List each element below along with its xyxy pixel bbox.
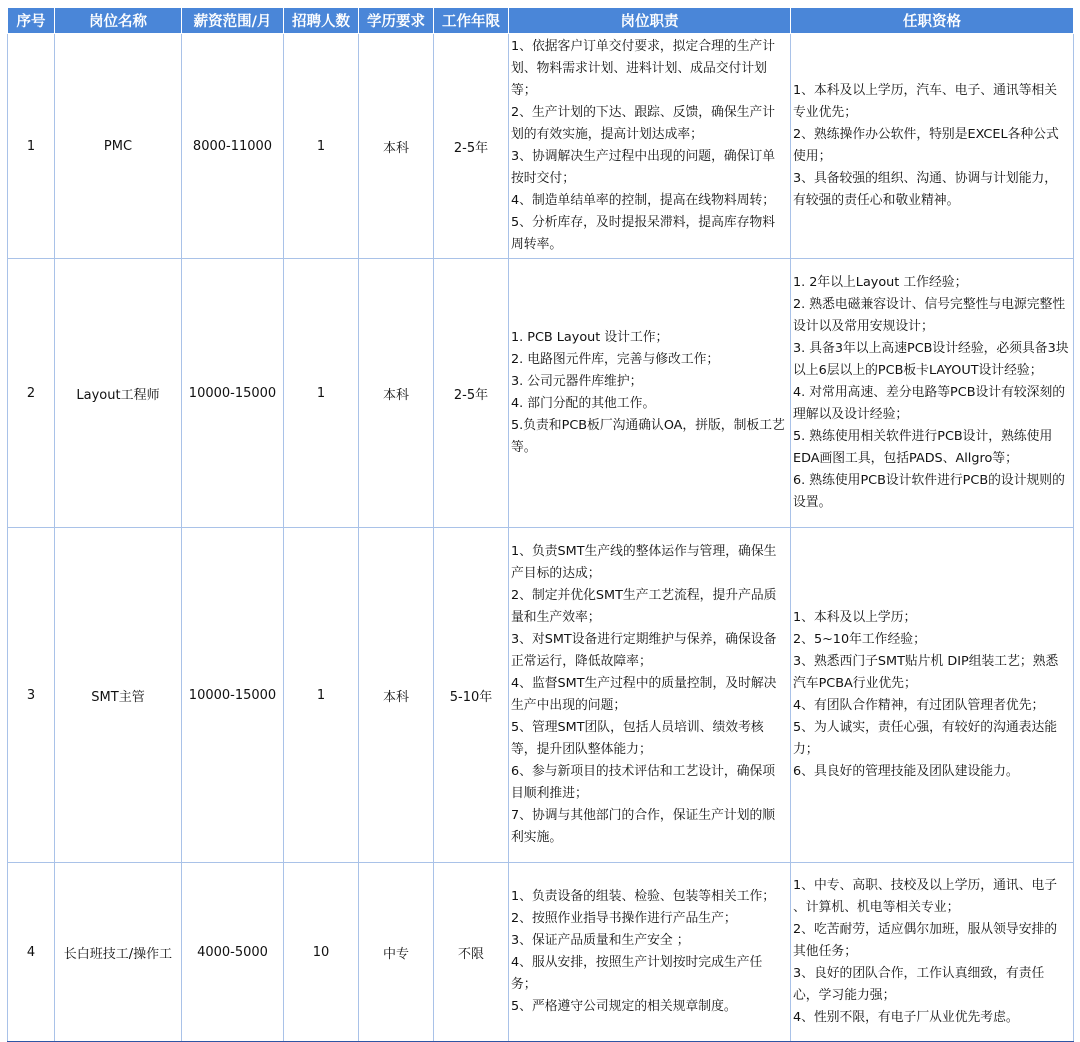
cell-education: 本科: [359, 259, 434, 528]
duties-line: 2. 电路图元件库，完善与修改工作；: [511, 352, 720, 367]
duties-line: 7、协调与其他部门的合作，保证生产计划的顺: [511, 808, 776, 823]
header-experience: 工作年限: [434, 8, 509, 34]
table-row: [8, 259, 1074, 528]
cell-seq: 2: [8, 259, 55, 528]
cell-count: 1: [284, 259, 359, 528]
qualifications-line: 5. 熟练使用相关软件进行PCB设计，熟练使用: [793, 429, 1053, 444]
duties-line: 5、分析库存，及时提报呆滞料，提高库存物料: [511, 215, 776, 230]
header-duties: 岗位职责: [509, 8, 791, 34]
qualifications-line: 6、具良好的管理技能及团队建设能力。: [793, 764, 1019, 779]
duties-line: 产目标的达成；: [511, 566, 601, 581]
duties-line: 5、管理SMT团队，包括人员培训、绩效考核: [511, 720, 764, 735]
qualifications-line: 专业优先；: [793, 105, 857, 120]
header-seq: 序号: [8, 8, 55, 34]
qualifications-line: 力；: [793, 742, 819, 757]
cell-duties: [509, 528, 791, 863]
table-row: [8, 34, 1074, 259]
qualifications-line: 3、良好的团队合作，工作认真细致，有责任: [793, 966, 1045, 981]
duties-line: 4、制造单结单率的控制，提高在线物料周转；: [511, 193, 776, 208]
cell-salary: 10000-15000: [182, 259, 284, 528]
duties-line: 2、生产计划的下达、跟踪、反馈，确保生产计: [511, 105, 776, 120]
duties-line: 1、负责SMT生产线的整体运作与管理，确保生: [511, 544, 777, 559]
qualifications-line: 2、吃苦耐劳，适应偶尔加班，服从领导安排的: [793, 922, 1058, 937]
cell-seq: 1: [8, 34, 55, 259]
cell-title: Layout工程师: [55, 259, 182, 528]
header-qualifications: 任职资格: [791, 8, 1074, 34]
duties-line: 划、物料需求计划、进料计划、成品交付计划: [511, 61, 767, 76]
cell-duties: [509, 863, 791, 1042]
duties-line: 等，提升团队整体能力；: [511, 742, 652, 757]
duties-line: 务；: [511, 977, 537, 992]
duties-line: 周转率。: [511, 237, 563, 252]
qualifications-line: 其他任务；: [793, 944, 857, 959]
cell-title: PMC: [55, 34, 182, 259]
duties-line: 5.负责和PCB板厂沟通确认OA，拼版，制板工艺: [511, 418, 785, 433]
duties-line: 等；: [511, 83, 537, 98]
qualifications-line: 1、本科及以上学历，汽车、电子、通讯等相关: [793, 83, 1058, 98]
duties-line: 生产中出现的问题；: [511, 698, 627, 713]
cell-salary: 8000-11000: [182, 34, 284, 259]
duties-line: 5、严格遵守公司规定的相关规章制度。: [511, 999, 737, 1014]
cell-duties: [509, 34, 791, 259]
table-row: [8, 863, 1074, 1042]
duties-line: 3、协调解决生产过程中出现的问题，确保订单: [511, 149, 776, 164]
cell-title: SMT主管: [55, 528, 182, 863]
table-row: [8, 528, 1074, 863]
duties-line: 1. PCB Layout 设计工作；: [511, 330, 669, 345]
duties-line: 目顺利推进；: [511, 786, 588, 801]
cell-salary: 10000-15000: [182, 528, 284, 863]
cell-seq: 3: [8, 528, 55, 863]
qualifications-line: 4、性别不限，有电子厂从业优先考虑。: [793, 1010, 1019, 1025]
qualifications-line: 6. 熟练使用PCB设计软件进行PCB的设计规则的: [793, 473, 1065, 488]
duties-line: 4. 部门分配的其他工作。: [511, 396, 656, 411]
cell-qualifications: [791, 863, 1074, 1042]
qualifications-line: 1、中专、高职、技校及以上学历，通讯、电子: [793, 878, 1058, 893]
header-education: 学历要求: [359, 8, 434, 34]
qualifications-line: 3. 具备3年以上高速PCB设计经验，必须具备3块: [793, 341, 1069, 356]
cell-count: 10: [284, 863, 359, 1042]
cell-education: 中专: [359, 863, 434, 1042]
qualifications-line: 4. 对常用高速、差分电路等PCB设计有较深刻的: [793, 385, 1066, 400]
duties-line: 按时交付；: [511, 171, 575, 186]
qualifications-line: 1、本科及以上学历；: [793, 610, 917, 625]
cell-title: 长白班技工/操作工: [55, 863, 182, 1042]
cell-experience: 5-10年: [434, 528, 509, 863]
qualifications-line: 4、有团队合作精神，有过团队管理者优先；: [793, 698, 1045, 713]
duties-line: 4、服从安排，按照生产计划按时完成生产任: [511, 955, 763, 970]
qualifications-line: 设置。: [793, 495, 832, 510]
qualifications-line: EDA画图工具，包括PADS、Allgro等；: [793, 451, 1018, 466]
header-title: 岗位名称: [55, 8, 182, 34]
qualifications-line: 、计算机、机电等相关专业；: [793, 900, 960, 915]
duties-line: 1、负责设备的组装、检验、包装等相关工作；: [511, 889, 776, 904]
qualifications-line: 心，学习能力强；: [793, 988, 896, 1003]
cell-count: 1: [284, 34, 359, 259]
duties-line: 4、监督SMT生产过程中的质量控制，及时解决: [511, 676, 777, 691]
cell-qualifications: [791, 34, 1074, 259]
cell-count: 1: [284, 528, 359, 863]
qualifications-line: 使用；: [793, 149, 832, 164]
qualifications-line: 2、熟练操作办公软件，特别是EXCEL各种公式: [793, 127, 1059, 142]
cell-duties: [509, 259, 791, 528]
qualifications-line: 2. 熟悉电磁兼容设计、信号完整性与电源完整性: [793, 297, 1066, 312]
job-listing-table: [7, 7, 1074, 1042]
cell-education: 本科: [359, 34, 434, 259]
duties-line: 1、依据客户订单交付要求，拟定合理的生产计: [511, 39, 776, 54]
qualifications-line: 以上6层以上的PCB板卡LAYOUT设计经验；: [793, 363, 1043, 378]
cell-salary: 4000-5000: [182, 863, 284, 1042]
header-count: 招聘人数: [284, 8, 359, 34]
cell-experience: 2-5年: [434, 259, 509, 528]
qualifications-line: 有较强的责任心和敬业精神。: [793, 193, 960, 208]
duties-line: 3、对SMT设备进行定期维护与保养，确保设备: [511, 632, 777, 647]
qualifications-line: 3、熟悉西门子SMT贴片机 DIP组装工艺；熟悉: [793, 654, 1059, 669]
cell-qualifications: [791, 259, 1074, 528]
header-row: [8, 8, 1074, 34]
cell-education: 本科: [359, 528, 434, 863]
duties-line: 正常运行，降低故障率；: [511, 654, 652, 669]
duties-line: 6、参与新项目的技术评估和工艺设计，确保项: [511, 764, 776, 779]
header-salary: 薪资范围/月: [182, 8, 284, 34]
duties-line: 3. 公司元器件库维护；: [511, 374, 643, 389]
qualifications-line: 2、5~10年工作经验；: [793, 632, 926, 647]
qualifications-line: 设计以及常用安规设计；: [793, 319, 934, 334]
qualifications-line: 理解以及设计经验；: [793, 407, 909, 422]
cell-qualifications: [791, 528, 1074, 863]
duties-line: 量和生产效率；: [511, 610, 601, 625]
duties-line: 划的有效实施，提高计划达成率；: [511, 127, 703, 142]
qualifications-line: 1. 2年以上Layout 工作经验；: [793, 275, 968, 290]
cell-experience: 2-5年: [434, 34, 509, 259]
duties-line: 2、制定并优化SMT生产工艺流程，提升产品质: [511, 588, 777, 603]
qualifications-line: 3、具备较强的组织、沟通、协调与计划能力，: [793, 171, 1058, 186]
qualifications-line: 5、为人诚实，责任心强，有较好的沟通表达能: [793, 720, 1058, 735]
duties-line: 3、保证产品质量和生产安全 ；: [511, 933, 690, 948]
duties-line: 等。: [511, 440, 537, 455]
qualifications-line: 汽车PCBA行业优先；: [793, 676, 917, 691]
cell-experience: 不限: [434, 863, 509, 1042]
cell-seq: 4: [8, 863, 55, 1042]
duties-line: 利实施。: [511, 830, 563, 845]
duties-line: 2、按照作业指导书操作进行产品生产；: [511, 911, 737, 926]
